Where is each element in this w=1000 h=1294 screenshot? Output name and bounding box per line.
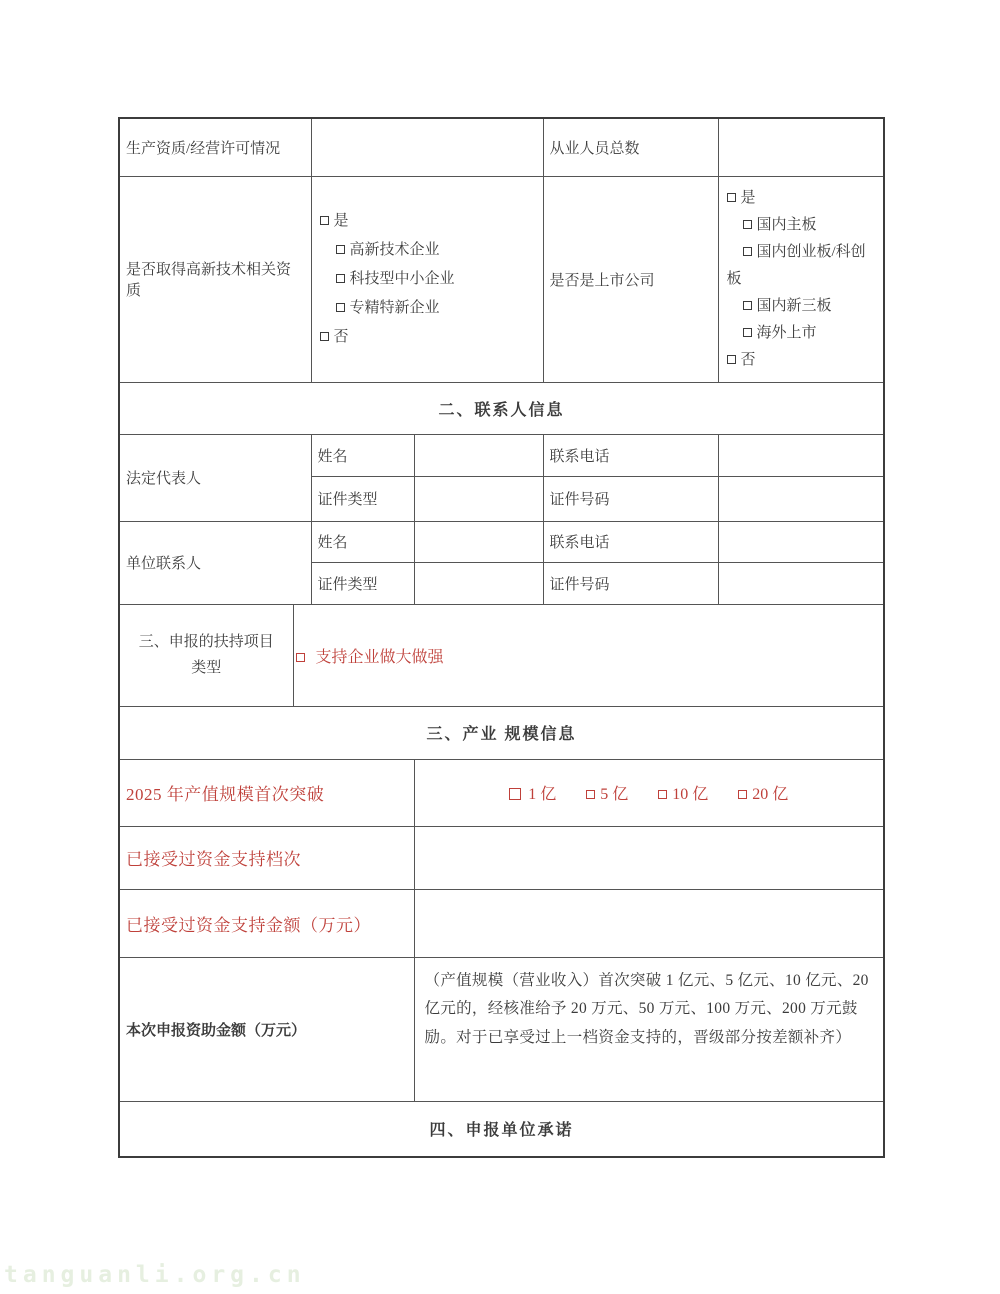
legal-rep-phone-label: 联系电话 (543, 434, 718, 476)
legal-rep-id-number-value-cell[interactable] (718, 476, 884, 521)
checkbox-icon[interactable] (743, 247, 752, 256)
row-hightech (119, 176, 884, 382)
checkbox-option-listed-2[interactable] (727, 293, 876, 320)
checkbox-option-output-2[interactable] (658, 786, 708, 803)
checkbox-option-listed-no[interactable] (727, 347, 876, 374)
checkbox-option-hightech-2[interactable] (320, 294, 535, 323)
option-label: 否 (333, 328, 349, 345)
support-amount-value-cell[interactable] (414, 889, 884, 957)
application-form-table (118, 117, 885, 1158)
legal-rep-name-label: 姓名 (311, 434, 414, 476)
option-label: 1 亿 (528, 786, 557, 803)
option-label: 国内创业板/科创板 (726, 243, 866, 287)
checkbox-icon[interactable] (296, 653, 305, 662)
option-label: 国内主板 (756, 216, 817, 233)
hightech-options-cell (311, 176, 543, 382)
checkbox-option-hightech-1[interactable] (320, 265, 535, 294)
checkbox-icon[interactable] (320, 332, 329, 341)
unit-contact-phone-value-cell[interactable] (718, 521, 884, 562)
qualification-label: 生产资质/经营许可情况 (119, 118, 311, 176)
checkbox-icon[interactable] (743, 301, 752, 310)
checkbox-icon[interactable] (727, 193, 736, 202)
checkbox-option-listed-3[interactable] (727, 320, 876, 347)
checkbox-option-listed-1[interactable] (727, 239, 876, 293)
checkbox-option-hightech-yes[interactable] (320, 207, 535, 236)
option-label: 是 (333, 212, 349, 229)
output-breakthrough-row (119, 759, 884, 826)
option-label: 5 亿 (600, 786, 629, 803)
unit-contact-label: 单位联系人 (119, 521, 311, 604)
staff-total-value-cell[interactable] (718, 118, 884, 176)
checkbox-icon[interactable] (743, 220, 752, 229)
checkbox-icon[interactable] (586, 790, 595, 799)
project-type-row (119, 604, 884, 706)
unit-contact-id-type-label: 证件类型 (311, 562, 414, 604)
support-amount-row (119, 889, 884, 957)
staff-total-label: 从业人员总数 (543, 118, 718, 176)
legal-rep-id-number-label: 证件号码 (543, 476, 718, 521)
hightech-label: 是否取得高新技术相关资质 (119, 176, 311, 382)
apply-amount-row (119, 957, 884, 1101)
option-label: 科技型中小企业 (349, 270, 455, 287)
checkbox-icon[interactable] (336, 303, 345, 312)
checkbox-icon[interactable] (743, 328, 752, 337)
apply-amount-note: （产值规模（营业收入）首次突破 1 亿元、5 亿元、10 亿元、20 亿元的，经核准给予 20 万元、50 万元、100 万元、200 万元鼓励。对于已享受过上一档资金支持的，晋级部分按差额补齐） (414, 957, 884, 1101)
checkbox-icon[interactable] (320, 216, 329, 225)
option-label: 高新技术企业 (349, 241, 440, 258)
legal-rep-id-type-label: 证件类型 (311, 476, 414, 521)
support-level-row (119, 826, 884, 889)
section-contacts-row (119, 382, 884, 434)
apply-amount-label: 本次申报资助金额（万元） (119, 957, 414, 1101)
row-qualification (119, 118, 884, 176)
checkbox-option-output-0[interactable] (509, 786, 556, 803)
section-promise-title: 四、申报单位承诺 (119, 1101, 884, 1157)
checkbox-icon[interactable] (509, 788, 521, 800)
unit-contact-id-type-value-cell[interactable] (414, 562, 543, 604)
listed-options-cell (718, 176, 884, 382)
checkbox-option-listed-0[interactable] (727, 212, 876, 239)
project-type-label: 三、申报的扶持项目类型 (119, 604, 293, 706)
checkbox-option-output-1[interactable] (586, 786, 628, 803)
option-label: 支持企业做大做强 (315, 648, 444, 666)
unit-contact-name-value-cell[interactable] (414, 521, 543, 562)
legal-rep-phone-value-cell[interactable] (718, 434, 884, 476)
option-label: 否 (740, 351, 756, 368)
option-label: 海外上市 (756, 324, 817, 341)
section-promise-row (119, 1101, 884, 1157)
project-type-options-cell (293, 604, 884, 706)
unit-contact-name-row (119, 521, 884, 562)
option-label: 20 亿 (752, 786, 789, 803)
checkbox-icon[interactable] (336, 245, 345, 254)
support-level-value-cell[interactable] (414, 826, 884, 889)
checkbox-option-hightech-0[interactable] (320, 236, 535, 265)
qualification-value-cell[interactable] (311, 118, 543, 176)
output-breakthrough-label: 2025 年产值规模首次突破 (119, 759, 414, 826)
unit-contact-id-number-value-cell[interactable] (718, 562, 884, 604)
output-options-cell (414, 759, 884, 826)
option-label: 是 (740, 189, 756, 206)
checkbox-option-project-type[interactable] (296, 649, 444, 666)
checkbox-option-hightech-no[interactable] (320, 323, 535, 352)
legal-rep-name-row (119, 434, 884, 476)
checkbox-icon[interactable] (727, 355, 736, 364)
legal-rep-id-type-value-cell[interactable] (414, 476, 543, 521)
legal-rep-name-value-cell[interactable] (414, 434, 543, 476)
section-contacts-title: 二、联系人信息 (119, 382, 884, 434)
support-level-label: 已接受过资金支持档次 (119, 826, 414, 889)
checkbox-icon[interactable] (658, 790, 667, 799)
listed-company-label: 是否是上市公司 (543, 176, 718, 382)
option-label: 国内新三板 (756, 297, 832, 314)
unit-contact-id-number-label: 证件号码 (543, 562, 718, 604)
option-label: 专精特新企业 (349, 299, 440, 316)
checkbox-option-listed-yes[interactable] (727, 185, 876, 212)
checkbox-icon[interactable] (336, 274, 345, 283)
checkbox-icon[interactable] (738, 790, 747, 799)
checkbox-option-output-3[interactable] (738, 786, 788, 803)
section-industry-row (119, 706, 884, 759)
option-label: 10 亿 (672, 786, 709, 803)
support-amount-label: 已接受过资金支持金额（万元） (119, 889, 414, 957)
unit-contact-name-label: 姓名 (311, 521, 414, 562)
legal-rep-label: 法定代表人 (119, 434, 311, 521)
section-industry-title: 三、产业 规模信息 (119, 706, 884, 759)
unit-contact-phone-label: 联系电话 (543, 521, 718, 562)
watermark: tanguanli.org.cn (4, 1262, 306, 1288)
